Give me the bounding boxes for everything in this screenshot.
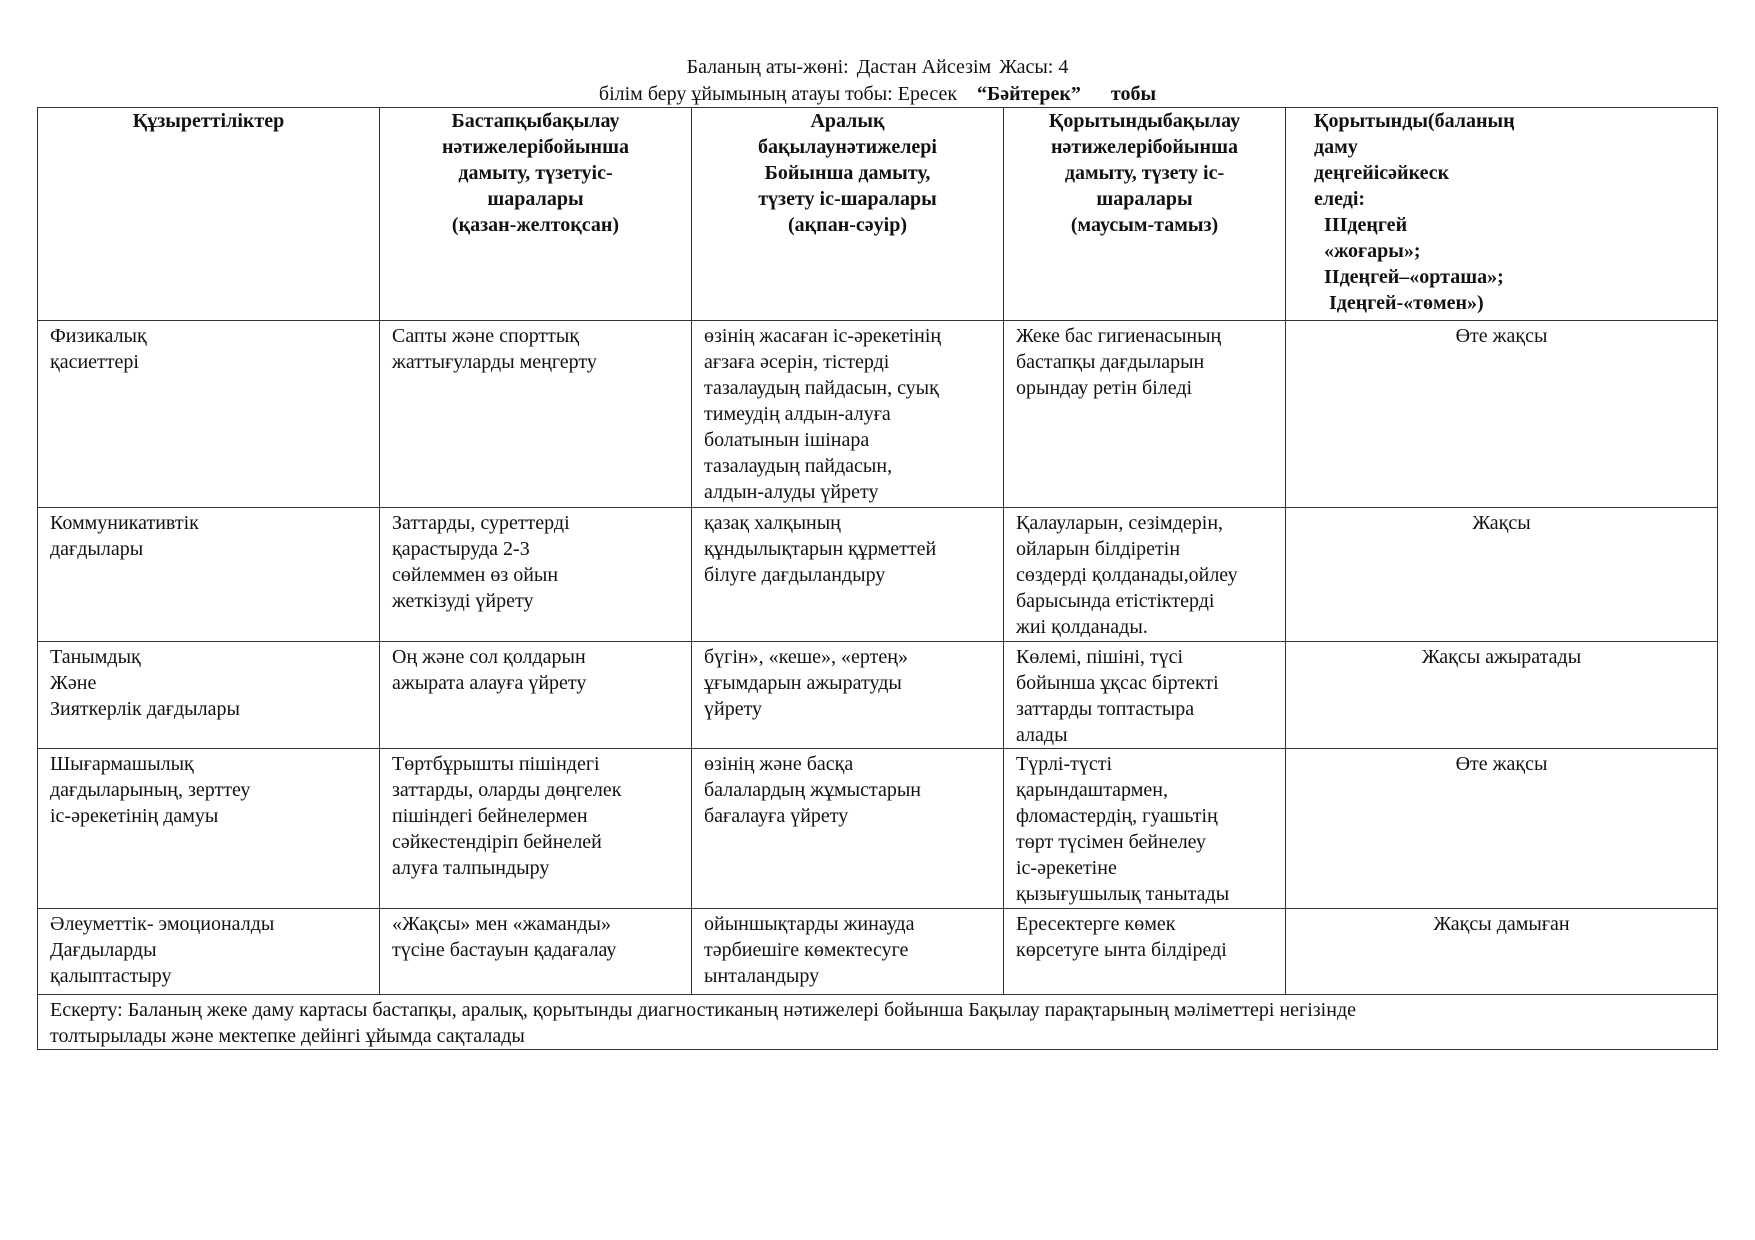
text-line: ІІІдеңгей	[1314, 214, 1408, 236]
text-line: Танымдық	[50, 646, 141, 668]
text-line: Көлемі, пішіні, түсі	[1016, 646, 1184, 668]
text-line: барысында етістіктерді	[1016, 590, 1215, 612]
text-line: түзету іс-шаралары	[758, 188, 937, 210]
text-line: Қорытынды(баланың	[1314, 110, 1515, 132]
table-row	[38, 642, 1718, 749]
text-line: «жоғары»;	[1314, 240, 1421, 262]
final-measures-cell	[1004, 508, 1286, 642]
child-info-line	[0, 54, 1755, 80]
initial-measures-cell	[380, 321, 692, 508]
initial-measures-cell	[380, 749, 692, 909]
final-measures-cell	[1004, 749, 1286, 909]
text-line: Сапты және спорттық	[392, 325, 580, 347]
text-line: Және	[50, 672, 97, 694]
text-line: дағдыларының, зерттеу	[50, 779, 251, 801]
text-line: Қорытындыбақылау	[1048, 110, 1241, 132]
result-cell: Жақсы	[1286, 508, 1718, 642]
text-line: фломастердің, гуашьтің	[1016, 805, 1218, 827]
text-line: заттарды топтастыра	[1016, 698, 1195, 720]
text-line: пішіндегі бейнелермен	[392, 805, 588, 827]
text-line: жиі қолданады.	[1016, 616, 1148, 638]
intermediate-measures-cell	[692, 909, 1004, 995]
table-row	[38, 909, 1718, 995]
text-line: орындау ретін біледі	[1016, 377, 1193, 399]
intermediate-measures-cell	[692, 642, 1004, 749]
text-line: заттарды, оларды дөңгелек	[392, 779, 622, 801]
text-line: шаралары	[1096, 188, 1193, 210]
text-line: Қалауларын, сезімдерін,	[1016, 512, 1224, 534]
header-initial	[380, 108, 692, 321]
text-line: дамыту, түзетуіс-	[458, 162, 613, 184]
text-line: нәтижелерібойынша	[442, 136, 629, 158]
initial-measures-cell	[380, 909, 692, 995]
text-line: деңгейісәйкеск	[1314, 162, 1450, 184]
text-line: іс-әрекетіне	[1016, 857, 1117, 879]
text-line: өзінің және басқа	[704, 753, 854, 775]
text-line: бағалауға үйрету	[704, 805, 849, 827]
text-line: алдын-алуды үйрету	[704, 481, 879, 503]
text-line: тазалаудың пайдасын, суық	[704, 377, 939, 399]
age-value: 4	[1058, 56, 1069, 78]
child-name-label: Баланың аты-жөні:	[686, 56, 849, 78]
text-line: ынталандыру	[704, 965, 820, 987]
organization-label: білім беру ұйымының атауы тобы:	[598, 83, 893, 105]
text-line: шаралары	[487, 188, 584, 210]
child-name: Дастан Айсезім	[856, 56, 992, 78]
text-line: өзінің жасаған іс-әрекетінің	[704, 325, 942, 347]
text-line: нәтижелерібойынша	[1051, 136, 1238, 158]
text-line: Құзыреттіліктер	[132, 110, 285, 132]
text-line: Зияткерлік дағдылары	[50, 698, 240, 720]
text-line: төрт түсімен бейнелеу	[1016, 831, 1207, 853]
text-line: толтырылады және мектепке дейінгі ұйымда сақталады	[50, 1025, 525, 1047]
text-line: ағзаға әсерін, тістерді	[704, 351, 890, 373]
text-line: дамыту, түзету іс-	[1064, 162, 1225, 184]
text-line: бүгін», «кеше», «ертең»	[704, 646, 908, 668]
text-line: ұғымдарын ажыратуды	[704, 672, 902, 694]
result-cell: Өте жақсы	[1286, 749, 1718, 909]
text-line: ойыншықтарды жинауда	[704, 913, 915, 935]
text-line: жаттығуларды меңгерту	[392, 351, 597, 373]
text-line: Дағдыларды	[50, 939, 157, 961]
competency-cell	[38, 642, 380, 749]
text-line: қалыптастыру	[50, 965, 172, 987]
header-final	[1004, 108, 1286, 321]
text-line: тазалаудың пайдасын,	[704, 455, 893, 477]
text-line: Аралық	[810, 110, 885, 132]
text-line: Ересектерге көмек	[1016, 913, 1176, 935]
development-table	[37, 107, 1718, 1050]
text-line: (ақпан-сәуір)	[788, 214, 907, 236]
final-measures-cell	[1004, 909, 1286, 995]
text-line: бойынша ұқсас біртекті	[1016, 672, 1219, 694]
intermediate-measures-cell	[692, 508, 1004, 642]
text-line: сөйлеммен өз ойын	[392, 564, 559, 586]
text-line: ойларын білдіретін	[1016, 538, 1181, 560]
text-line: Заттарды, суреттерді	[392, 512, 570, 534]
competency-cell	[38, 749, 380, 909]
table-row	[38, 749, 1718, 909]
text-line: тәрбиешіге көмектесуге	[704, 939, 909, 961]
final-measures-cell	[1004, 321, 1286, 508]
text-line: балалардың жұмыстарын	[704, 779, 921, 801]
text-line: қызығушылық танытады	[1016, 883, 1230, 905]
note-cell	[38, 995, 1718, 1050]
result-cell: Жақсы ажыратады	[1286, 642, 1718, 749]
header-competencies	[38, 108, 380, 321]
text-line: Физикалық	[50, 325, 147, 347]
text-line: Бастапқыбақылау	[451, 110, 620, 132]
text-line: түсіне бастауын қадағалау	[392, 939, 617, 961]
competency-cell	[38, 508, 380, 642]
text-line: Коммуникативтік	[50, 512, 199, 534]
text-line: (маусым-тамыз)	[1070, 214, 1219, 236]
text-line: (қазан-желтоқсан)	[451, 214, 620, 236]
text-line: үйрету	[704, 698, 763, 720]
header-intermediate	[692, 108, 1004, 321]
text-line: қарындаштармен,	[1016, 779, 1168, 801]
competency-cell	[38, 909, 380, 995]
text-line: бастапқы дағдыларын	[1016, 351, 1205, 373]
intermediate-measures-cell	[692, 749, 1004, 909]
table-header-row	[38, 108, 1718, 321]
final-measures-cell	[1004, 642, 1286, 749]
text-line: сәйкестендіріп бейнелей	[392, 831, 602, 853]
text-line: Түрлі-түсті	[1016, 753, 1113, 775]
text-line: алуға талпындыру	[392, 857, 550, 879]
text-line: Ідеңгей-«төмен»)	[1314, 292, 1484, 314]
text-line: Төртбұрышты пішіндегі	[392, 753, 600, 775]
text-line: қарастыруда 2-3	[392, 538, 530, 560]
initial-measures-cell	[380, 508, 692, 642]
text-line: Жеке бас гигиенасының	[1016, 325, 1222, 347]
text-line: ІІдеңгей–«орташа»;	[1314, 266, 1504, 288]
text-line: Әлеуметтік- эмоционалды	[50, 913, 275, 935]
text-line: Шығармашылық	[50, 753, 194, 775]
group-suffix: тобы	[1110, 83, 1157, 105]
text-line: құндылықтарын құрметтей	[704, 538, 937, 560]
intermediate-measures-cell	[692, 321, 1004, 508]
text-line: Оң және сол қолдарын	[392, 646, 586, 668]
group-name: “Бәйтерек”	[977, 83, 1081, 105]
note-row	[38, 995, 1718, 1050]
result-cell: Өте жақсы	[1286, 321, 1718, 508]
text-line: тимеудің алдын-алуға	[704, 403, 891, 425]
text-line: қасиеттері	[50, 351, 139, 373]
text-line: еледі:	[1314, 188, 1366, 210]
text-line: бақылаунәтижелері	[758, 136, 937, 158]
text-line: сөздерді қолданады,ойлеу	[1016, 564, 1238, 586]
table-row	[38, 508, 1718, 642]
text-line: көрсетуге ынта білдіреді	[1016, 939, 1227, 961]
text-line: білуге дағдыландыру	[704, 564, 886, 586]
competency-cell	[38, 321, 380, 508]
text-line: Бойынша дамыту,	[764, 162, 931, 184]
text-line: Ескерту: Баланың жеке даму картасы бастапқы, аралық, қорытынды диагностиканың нәтижелері бойынша Бақылау парақтарының мәліметтері негізінде	[50, 999, 1356, 1021]
text-line: іс-әрекетінің дамуы	[50, 805, 219, 827]
text-line: болатынын ішінара	[704, 429, 870, 451]
header-result	[1286, 108, 1718, 321]
age-label: Жасы:	[999, 56, 1054, 78]
text-line: қазақ халқының	[704, 512, 841, 534]
text-line: ажырата алауға үйрету	[392, 672, 587, 694]
text-line: жеткізуді үйрету	[392, 590, 534, 612]
initial-measures-cell	[380, 642, 692, 749]
result-cell: Жақсы дамыған	[1286, 909, 1718, 995]
text-line: алады	[1016, 724, 1068, 746]
table-row	[38, 321, 1718, 508]
group-prefix: Ересек	[897, 83, 958, 105]
text-line: «Жақсы» мен «жаманды»	[392, 913, 611, 935]
text-line: даму	[1314, 136, 1358, 158]
text-line: дағдылары	[50, 538, 144, 560]
organization-line	[0, 81, 1755, 107]
